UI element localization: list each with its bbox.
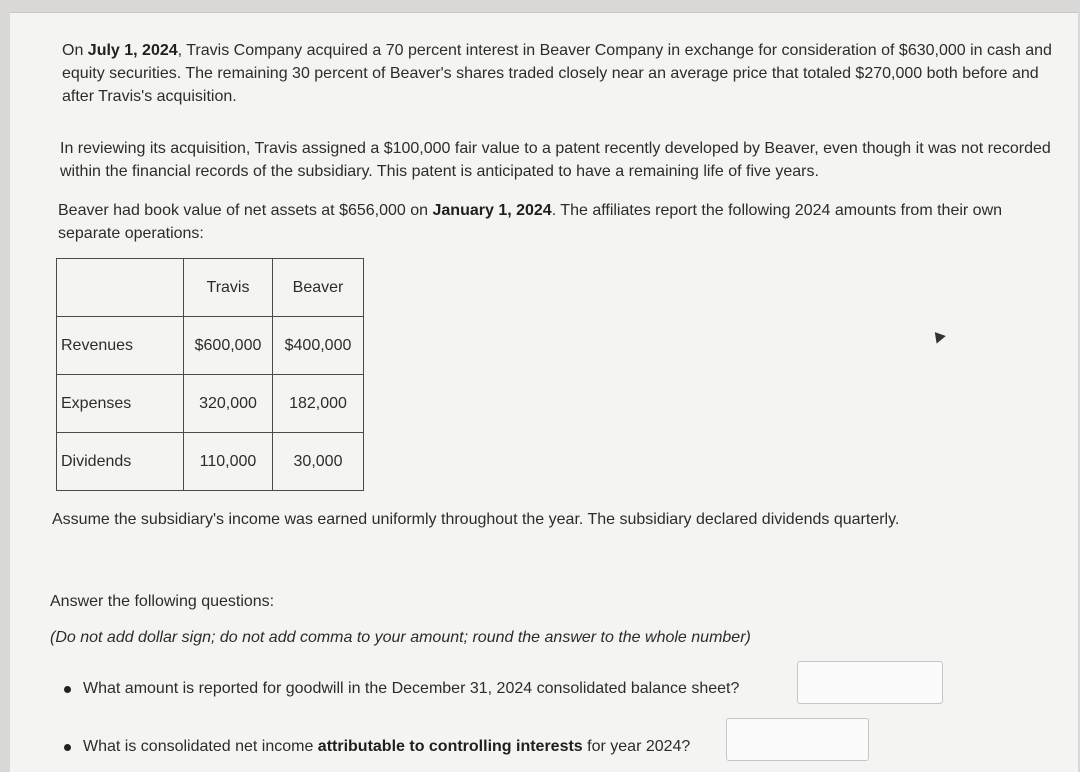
question-goodwill bbox=[64, 680, 739, 698]
question-sheet bbox=[10, 12, 1078, 772]
instructions-heading: Answer the following questions: bbox=[50, 593, 275, 610]
beaver-expenses: 182,000 bbox=[273, 375, 364, 433]
acquisition-date: July 1, 2024 bbox=[87, 42, 178, 59]
book-value-date: January 1, 2024 bbox=[432, 202, 552, 219]
table-header-row bbox=[57, 259, 364, 317]
paragraph-book-value bbox=[58, 199, 1050, 245]
question-goodwill-text: What amount is reported for goodwill in the December 31, 2024 consolidated balance sheet? bbox=[83, 680, 740, 697]
paragraph-patent: In reviewing its acquisition, Travis assigned a $100,000 fair value to a patent recently developed by Beaver, even though it was not recorded within the financial records of the subsidiary. This patent is anticipated to have a remaining life of five years. bbox=[60, 140, 1051, 180]
row-label-revenues: Revenues bbox=[57, 317, 184, 375]
bullet-icon bbox=[64, 686, 71, 693]
table-row bbox=[57, 433, 364, 491]
p1-text-end: , Travis Company acquired a 70 percent interest in Beaver Company in exchange for consideration of $630,000 in cash and equity securities. The remaining 30 percent of Beaver's shares traded closely near an average price that totaled $270,000 both before and after Travis's acquisition. bbox=[62, 42, 1052, 105]
goodwill-answer-input[interactable] bbox=[797, 661, 943, 704]
financial-table bbox=[56, 258, 364, 491]
p3-text-end: . The affiliates report the following 2024 amounts from their own separate operations: bbox=[58, 202, 1003, 242]
q2-text-start: What is consolidated net income bbox=[83, 738, 318, 755]
travis-expenses: 320,000 bbox=[184, 375, 273, 433]
paragraph-acquisition bbox=[62, 39, 1052, 108]
bullet-icon bbox=[64, 744, 71, 751]
table-row bbox=[57, 375, 364, 433]
beaver-dividends: 30,000 bbox=[273, 433, 364, 491]
row-label-dividends: Dividends bbox=[57, 433, 184, 491]
header-travis: Travis bbox=[184, 259, 273, 317]
travis-revenues: $600,000 bbox=[184, 317, 273, 375]
question-net-income-text bbox=[83, 738, 690, 756]
header-beaver: Beaver bbox=[273, 259, 364, 317]
mouse-cursor-icon bbox=[930, 328, 946, 343]
header-empty-cell bbox=[57, 259, 184, 317]
travis-dividends: 110,000 bbox=[184, 433, 273, 491]
p3-text-start: Beaver had book value of net assets at $656,000 on bbox=[58, 202, 433, 219]
beaver-revenues: $400,000 bbox=[273, 317, 364, 375]
question-net-income bbox=[64, 738, 690, 756]
net-income-answer-input[interactable] bbox=[726, 718, 869, 761]
instructions-note: (Do not add dollar sign; do not add comma to your amount; round the answer to the whole number) bbox=[50, 629, 751, 646]
q2-text-end: for year 2024? bbox=[582, 738, 691, 755]
q2-bold-phrase: attributable to controlling interests bbox=[317, 738, 583, 755]
table-row bbox=[57, 317, 364, 375]
row-label-expenses: Expenses bbox=[57, 375, 184, 433]
assumption-text: Assume the subsidiary's income was earned uniformly throughout the year. The subsidiary declared dividends quarterly. bbox=[52, 511, 900, 528]
p1-text-start: On bbox=[62, 42, 88, 59]
